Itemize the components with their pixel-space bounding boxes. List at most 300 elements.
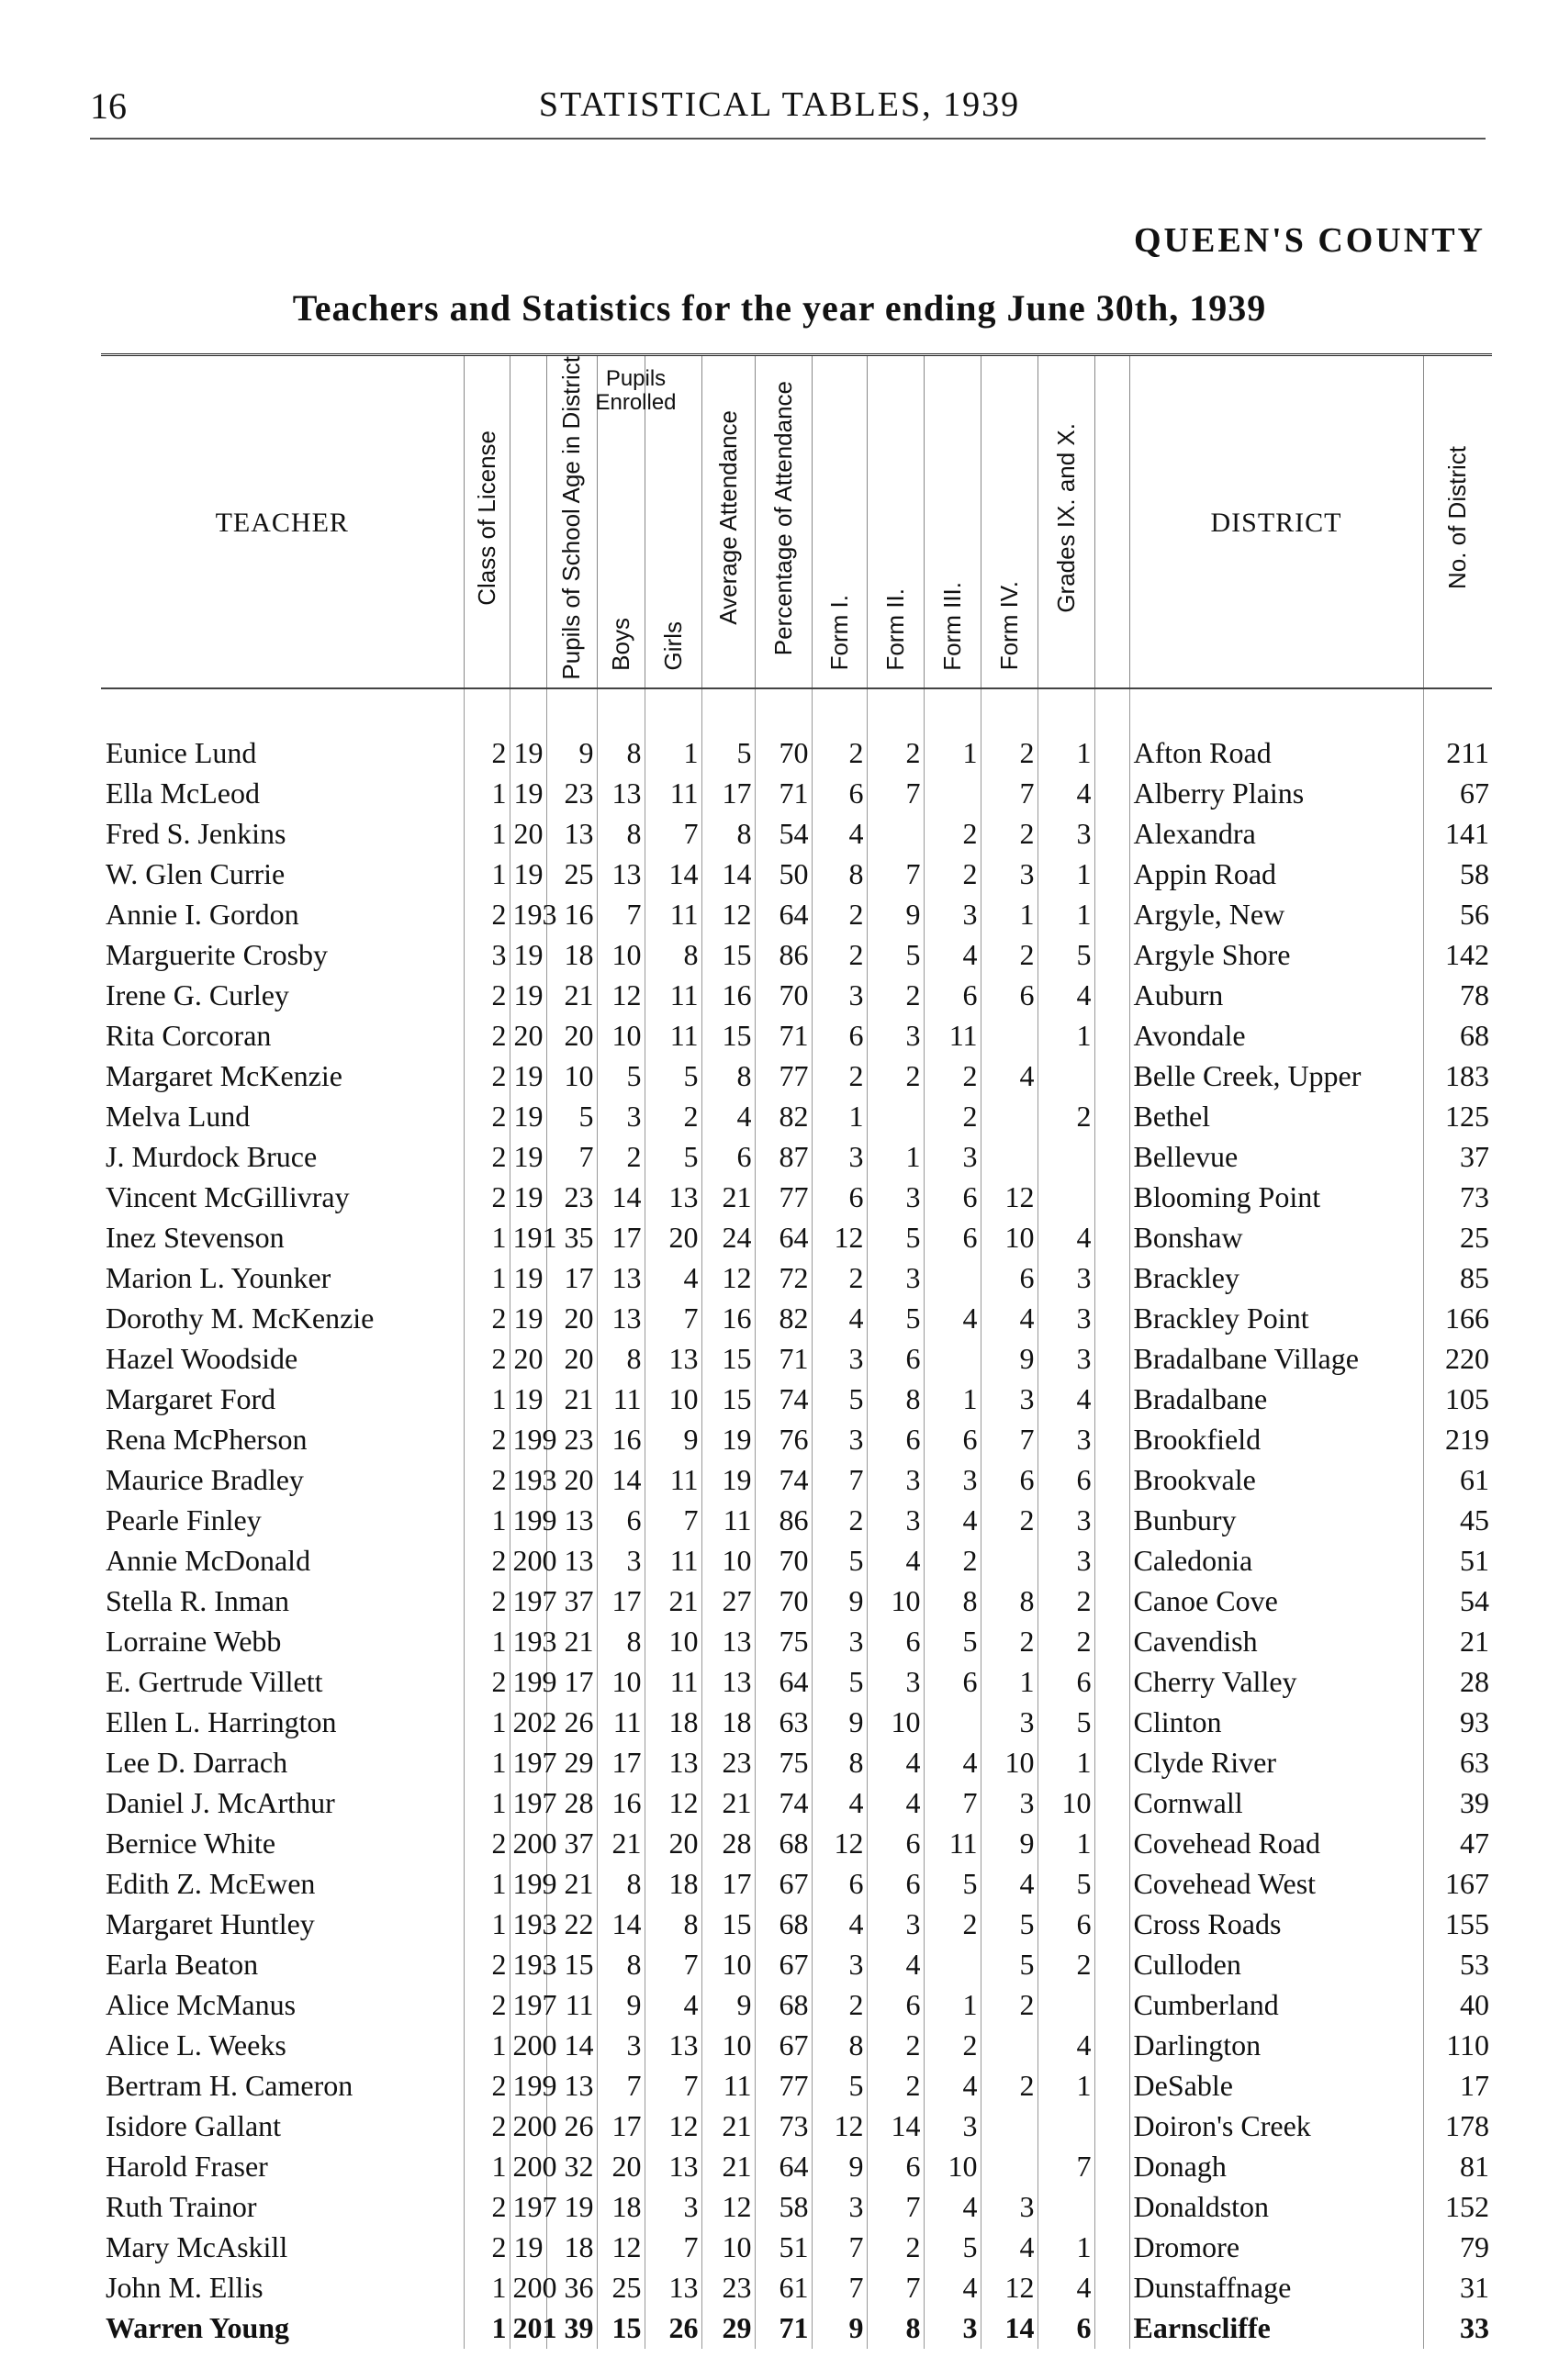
district-name: Appin Road xyxy=(1129,855,1423,895)
form3-count: 3 xyxy=(924,895,981,935)
teacher-name: Warren Young xyxy=(106,2311,290,2345)
class-of-license: 2 xyxy=(464,1339,510,1380)
form4-count: 6 xyxy=(981,1258,1037,1299)
boys-count: 18 xyxy=(597,2187,645,2228)
form2-count: 8 xyxy=(867,1380,924,1420)
form2-count: 5 xyxy=(867,1218,924,1258)
form1-count: 6 xyxy=(812,774,867,814)
class-of-license: 1 xyxy=(464,1783,510,1824)
grades-count: 3 xyxy=(1037,1299,1094,1339)
percentage-attendance: 77 xyxy=(755,1056,812,1097)
form1-count: 7 xyxy=(812,2228,867,2268)
percentage-attendance: 63 xyxy=(755,1703,812,1743)
form2-count: 7 xyxy=(867,855,924,895)
spacer-cell xyxy=(1094,1339,1129,1380)
percentage-attendance: 67 xyxy=(755,1864,812,1905)
form2-count: 6 xyxy=(867,2147,924,2187)
form1-count: 5 xyxy=(812,1541,867,1581)
table-row xyxy=(101,1299,1492,1339)
boys-count: 16 xyxy=(597,1420,645,1460)
form2-count: 7 xyxy=(867,2187,924,2228)
table-row xyxy=(101,774,1492,814)
girls-count: 11 xyxy=(645,895,701,935)
district-number: 219 xyxy=(1423,1420,1492,1460)
form4-count: 10 xyxy=(981,1743,1037,1783)
percentage-attendance: 77 xyxy=(755,2066,812,2106)
percentage-attendance: 68 xyxy=(755,1985,812,2026)
percentage-attendance: 68 xyxy=(755,1824,812,1864)
average-attendance: 16 xyxy=(701,1299,755,1339)
pupils-school-age: 5 xyxy=(546,1097,597,1137)
girls-count: 13 xyxy=(645,2026,701,2066)
percentage-attendance: 74 xyxy=(755,1783,812,1824)
district-name: Cherry Valley xyxy=(1129,1662,1423,1703)
average-attendance: 23 xyxy=(701,2268,755,2308)
col2-value: 197 xyxy=(510,1581,546,1622)
pupils-school-age: 39 xyxy=(546,2308,597,2349)
average-attendance: 24 xyxy=(701,1218,755,1258)
percentage-attendance: 58 xyxy=(755,2187,812,2228)
boys-count: 12 xyxy=(597,2228,645,2268)
pupils-school-age: 21 xyxy=(546,1864,597,1905)
spacer-cell xyxy=(1094,1056,1129,1097)
form2-count: 7 xyxy=(867,774,924,814)
form1-count: 2 xyxy=(812,1056,867,1097)
teacher-name: Marguerite Crosby xyxy=(106,938,329,972)
grades-count: 10 xyxy=(1037,1783,1094,1824)
table-row xyxy=(101,1016,1492,1056)
spacer-cell xyxy=(1094,2268,1129,2308)
girls-count: 20 xyxy=(645,1824,701,1864)
district-name: Donagh xyxy=(1129,2147,1423,2187)
district-number: 167 xyxy=(1423,1864,1492,1905)
boys-count: 11 xyxy=(597,1703,645,1743)
form1-count: 9 xyxy=(812,2147,867,2187)
class-of-license: 2 xyxy=(464,1581,510,1622)
header-teacher: TEACHER xyxy=(101,355,464,688)
pupils-school-age: 28 xyxy=(546,1783,597,1824)
boys-count: 6 xyxy=(597,1501,645,1541)
spacer-cell xyxy=(1094,774,1129,814)
form3-count: 4 xyxy=(924,1743,981,1783)
district-number: 79 xyxy=(1423,2228,1492,2268)
teacher-name: Ellen L. Harrington xyxy=(106,1705,337,1739)
average-attendance: 15 xyxy=(701,1339,755,1380)
grades-count: 3 xyxy=(1037,814,1094,855)
boys-count: 13 xyxy=(597,1258,645,1299)
average-attendance: 15 xyxy=(701,1380,755,1420)
col2-value: 197 xyxy=(510,2187,546,2228)
col2-value: 193 xyxy=(510,1460,546,1501)
district-name: Cornwall xyxy=(1129,1783,1423,1824)
form4-count xyxy=(981,2106,1037,2147)
average-attendance: 19 xyxy=(701,1420,755,1460)
form3-count: 4 xyxy=(924,2187,981,2228)
boys-count: 8 xyxy=(597,814,645,855)
table-subtitle: Teachers and Statistics for the year ending June 30th, 1939 xyxy=(292,287,1267,329)
average-attendance: 10 xyxy=(701,1541,755,1581)
teacher-name: Alice McManus xyxy=(106,1988,297,2022)
girls-count: 10 xyxy=(645,1622,701,1662)
girls-count: 4 xyxy=(645,1258,701,1299)
form3-count xyxy=(924,1339,981,1380)
average-attendance: 21 xyxy=(701,2147,755,2187)
table-row xyxy=(101,733,1492,774)
header-girls: Pupils Enrolled Girls xyxy=(645,355,701,688)
girls-count: 13 xyxy=(645,1339,701,1380)
form2-count: 3 xyxy=(867,1258,924,1299)
pupils-school-age: 19 xyxy=(546,2187,597,2228)
average-attendance: 8 xyxy=(701,1056,755,1097)
form1-count: 3 xyxy=(812,1622,867,1662)
boys-count: 21 xyxy=(597,1824,645,1864)
table-row xyxy=(101,895,1492,935)
district-number: 17 xyxy=(1423,2066,1492,2106)
girls-count: 21 xyxy=(645,1581,701,1622)
class-of-license: 1 xyxy=(464,1218,510,1258)
grades-count: 4 xyxy=(1037,1218,1094,1258)
teacher-name: John M. Ellis xyxy=(106,2271,264,2305)
col2-value: 197 xyxy=(510,1783,546,1824)
district-name: Cross Roads xyxy=(1129,1905,1423,1945)
teacher-name: Lee D. Darrach xyxy=(106,1746,288,1780)
form1-count: 2 xyxy=(812,1258,867,1299)
form2-count: 2 xyxy=(867,2066,924,2106)
district-name: Bonshaw xyxy=(1129,1218,1423,1258)
spacer-cell xyxy=(1094,1864,1129,1905)
form1-count: 7 xyxy=(812,1460,867,1501)
form1-count: 5 xyxy=(812,1662,867,1703)
form1-count: 4 xyxy=(812,814,867,855)
pupils-school-age: 21 xyxy=(546,976,597,1016)
pupils-school-age: 15 xyxy=(546,1945,597,1985)
teacher-name: Margaret Huntley xyxy=(106,1907,315,1941)
form2-count: 7 xyxy=(867,2268,924,2308)
col2-value: 200 xyxy=(510,2268,546,2308)
pupils-school-age: 20 xyxy=(546,1339,597,1380)
form2-count: 9 xyxy=(867,895,924,935)
percentage-attendance: 70 xyxy=(755,1581,812,1622)
spacer-cell xyxy=(1094,1743,1129,1783)
teacher-name: Pearle Finley xyxy=(106,1503,262,1537)
form1-count: 7 xyxy=(812,2268,867,2308)
district-number: 155 xyxy=(1423,1905,1492,1945)
grades-count: 2 xyxy=(1037,1945,1094,1985)
pupils-school-age: 20 xyxy=(546,1460,597,1501)
form4-count: 6 xyxy=(981,1460,1037,1501)
boys-count: 13 xyxy=(597,855,645,895)
table-row xyxy=(101,1581,1492,1622)
district-number: 45 xyxy=(1423,1501,1492,1541)
grades-count xyxy=(1037,1137,1094,1178)
spacer-cell xyxy=(1094,895,1129,935)
girls-count: 26 xyxy=(645,2308,701,2349)
col2-value: 20 xyxy=(510,814,546,855)
spacer-cell xyxy=(1094,2026,1129,2066)
form3-count: 1 xyxy=(924,733,981,774)
district-name: Avondale xyxy=(1129,1016,1423,1056)
girls-count: 14 xyxy=(645,855,701,895)
form4-count: 2 xyxy=(981,733,1037,774)
teacher-name: Isidore Gallant xyxy=(106,2109,282,2143)
average-attendance: 11 xyxy=(701,2066,755,2106)
table-row xyxy=(101,1945,1492,1985)
col2-value: 193 xyxy=(510,1622,546,1662)
form3-count: 6 xyxy=(924,976,981,1016)
teacher-name: Mary McAskill xyxy=(106,2230,288,2264)
grades-count: 6 xyxy=(1037,1662,1094,1703)
form3-count: 3 xyxy=(924,1137,981,1178)
average-attendance: 15 xyxy=(701,1905,755,1945)
class-of-license: 2 xyxy=(464,2106,510,2147)
form2-count: 5 xyxy=(867,1299,924,1339)
col2-value: 19 xyxy=(510,1380,546,1420)
teacher-name: W. Glen Currie xyxy=(106,857,286,891)
form3-count: 6 xyxy=(924,1420,981,1460)
teacher-name: Fred S. Jenkins xyxy=(106,817,286,851)
grades-count xyxy=(1037,1056,1094,1097)
district-number: 166 xyxy=(1423,1299,1492,1339)
header-form1: Form I. xyxy=(812,355,867,688)
col2-value: 202 xyxy=(510,1703,546,1743)
pupils-school-age: 14 xyxy=(546,2026,597,2066)
form4-count xyxy=(981,1097,1037,1137)
percentage-attendance: 72 xyxy=(755,1258,812,1299)
form1-count: 3 xyxy=(812,1420,867,1460)
col2-value: 19 xyxy=(510,1178,546,1218)
spacer-cell xyxy=(1094,935,1129,976)
spacer-cell xyxy=(1094,1905,1129,1945)
teacher-name: Annie McDonald xyxy=(106,1544,311,1578)
girls-count: 7 xyxy=(645,1945,701,1985)
form4-count: 4 xyxy=(981,1299,1037,1339)
col2-value: 19 xyxy=(510,1056,546,1097)
header-no-district: No. of District xyxy=(1423,355,1492,688)
teacher-name: Maurice Bradley xyxy=(106,1463,304,1497)
header-pupils-enrolled: Pupils Enrolled xyxy=(595,366,677,415)
class-of-license: 2 xyxy=(464,1056,510,1097)
col2-value: 193 xyxy=(510,895,546,935)
pupils-school-age: 23 xyxy=(546,1178,597,1218)
girls-count: 13 xyxy=(645,2268,701,2308)
teacher-name: Daniel J. McArthur xyxy=(106,1786,335,1820)
grades-count: 4 xyxy=(1037,976,1094,1016)
average-attendance: 21 xyxy=(701,1783,755,1824)
form3-count: 2 xyxy=(924,1056,981,1097)
col2-value: 19 xyxy=(510,2228,546,2268)
average-attendance: 10 xyxy=(701,2026,755,2066)
pupils-school-age: 20 xyxy=(546,1016,597,1056)
district-number: 78 xyxy=(1423,976,1492,1016)
header-class-of-license: Class of License xyxy=(464,355,510,688)
col2-value: 19 xyxy=(510,774,546,814)
form4-count: 2 xyxy=(981,935,1037,976)
girls-count: 20 xyxy=(645,1218,701,1258)
class-of-license: 2 xyxy=(464,1178,510,1218)
table-row xyxy=(101,2228,1492,2268)
teacher-name: Inez Stevenson xyxy=(106,1221,285,1255)
class-of-license: 2 xyxy=(464,976,510,1016)
table-body xyxy=(101,688,1492,2349)
class-of-license: 1 xyxy=(464,774,510,814)
statistics-table-wrapper xyxy=(101,353,1492,2349)
boys-count: 8 xyxy=(597,1339,645,1380)
form2-count: 6 xyxy=(867,1622,924,1662)
average-attendance: 4 xyxy=(701,1097,755,1137)
percentage-attendance: 71 xyxy=(755,1339,812,1380)
average-attendance: 5 xyxy=(701,733,755,774)
form1-count: 3 xyxy=(812,1137,867,1178)
header-form4: Form IV. xyxy=(981,355,1037,688)
pupils-school-age: 17 xyxy=(546,1258,597,1299)
form3-count: 5 xyxy=(924,1622,981,1662)
pupils-school-age: 37 xyxy=(546,1581,597,1622)
teacher-name: Dorothy M. McKenzie xyxy=(106,1302,375,1335)
form3-count: 2 xyxy=(924,2026,981,2066)
class-of-license: 1 xyxy=(464,1622,510,1662)
form4-count: 10 xyxy=(981,1218,1037,1258)
boys-count: 8 xyxy=(597,1622,645,1662)
class-of-license: 1 xyxy=(464,855,510,895)
district-name: Alberry Plains xyxy=(1129,774,1423,814)
district-name: Cavendish xyxy=(1129,1622,1423,1662)
table-row xyxy=(101,1339,1492,1380)
boys-count: 5 xyxy=(597,1056,645,1097)
teacher-name: Alice L. Weeks xyxy=(106,2028,286,2062)
percentage-attendance: 67 xyxy=(755,1945,812,1985)
boys-count: 12 xyxy=(597,976,645,1016)
table-row xyxy=(101,1985,1492,2026)
form3-count: 4 xyxy=(924,1299,981,1339)
form3-count: 2 xyxy=(924,1097,981,1137)
form1-count: 2 xyxy=(812,895,867,935)
pupils-school-age: 7 xyxy=(546,1137,597,1178)
grades-count: 3 xyxy=(1037,1339,1094,1380)
average-attendance: 13 xyxy=(701,1622,755,1662)
table-row xyxy=(101,1218,1492,1258)
percentage-attendance: 75 xyxy=(755,1622,812,1662)
average-attendance: 14 xyxy=(701,855,755,895)
average-attendance: 17 xyxy=(701,1864,755,1905)
spacer-cell xyxy=(1094,1985,1129,2026)
pupils-school-age: 13 xyxy=(546,1501,597,1541)
district-name: Cumberland xyxy=(1129,1985,1423,2026)
girls-count: 5 xyxy=(645,1056,701,1097)
grades-count: 1 xyxy=(1037,1743,1094,1783)
form2-count: 3 xyxy=(867,1501,924,1541)
teacher-name: Melva Lund xyxy=(106,1100,251,1134)
form4-count: 2 xyxy=(981,1501,1037,1541)
boys-count: 11 xyxy=(597,1380,645,1420)
girls-count: 13 xyxy=(645,1178,701,1218)
header-boys: Boys xyxy=(597,355,645,688)
boys-count: 3 xyxy=(597,1097,645,1137)
class-of-license: 2 xyxy=(464,733,510,774)
class-of-license: 2 xyxy=(464,1097,510,1137)
teacher-name: Margaret McKenzie xyxy=(106,1059,342,1093)
spacer-cell xyxy=(1094,1662,1129,1703)
form2-count: 6 xyxy=(867,1420,924,1460)
class-of-license: 2 xyxy=(464,2187,510,2228)
percentage-attendance: 71 xyxy=(755,774,812,814)
district-number: 56 xyxy=(1423,895,1492,935)
girls-count: 13 xyxy=(645,2147,701,2187)
girls-count: 10 xyxy=(645,1380,701,1420)
class-of-license: 1 xyxy=(464,1905,510,1945)
girls-count: 13 xyxy=(645,1743,701,1783)
county-heading: QUEEN'S COUNTY xyxy=(1134,221,1486,260)
table-row xyxy=(101,814,1492,855)
district-name: Bradalbane Village xyxy=(1129,1339,1423,1380)
grades-count: 1 xyxy=(1037,895,1094,935)
average-attendance: 8 xyxy=(701,814,755,855)
form3-count: 3 xyxy=(924,2106,981,2147)
teacher-name: Annie I. Gordon xyxy=(106,898,299,932)
table-row xyxy=(101,1097,1492,1137)
pupils-school-age: 25 xyxy=(546,855,597,895)
class-of-license: 1 xyxy=(464,2268,510,2308)
form3-count: 6 xyxy=(924,1662,981,1703)
form1-count: 2 xyxy=(812,1985,867,2026)
spacer-cell xyxy=(1094,1258,1129,1299)
girls-count: 7 xyxy=(645,2228,701,2268)
district-number: 220 xyxy=(1423,1339,1492,1380)
col2-value: 200 xyxy=(510,2026,546,2066)
spacer-cell xyxy=(1094,1380,1129,1420)
form4-count: 3 xyxy=(981,855,1037,895)
district-number: 211 xyxy=(1423,733,1492,774)
boys-count: 14 xyxy=(597,1178,645,1218)
average-attendance: 10 xyxy=(701,1945,755,1985)
grades-count: 5 xyxy=(1037,1864,1094,1905)
table-row xyxy=(101,1380,1492,1420)
district-name: Canoe Cove xyxy=(1129,1581,1423,1622)
form4-count: 2 xyxy=(981,2066,1037,2106)
girls-count: 7 xyxy=(645,1501,701,1541)
grades-count: 6 xyxy=(1037,1905,1094,1945)
boys-count: 17 xyxy=(597,2106,645,2147)
grades-count: 1 xyxy=(1037,2228,1094,2268)
form4-count: 14 xyxy=(981,2308,1037,2349)
district-name: Donaldston xyxy=(1129,2187,1423,2228)
page-number: 16 xyxy=(90,85,127,127)
class-of-license: 1 xyxy=(464,2147,510,2187)
form3-count: 4 xyxy=(924,2066,981,2106)
pupils-school-age: 36 xyxy=(546,2268,597,2308)
average-attendance: 16 xyxy=(701,976,755,1016)
class-of-license: 1 xyxy=(464,1703,510,1743)
running-head: STATISTICAL TABLES, 1939 xyxy=(538,85,1021,124)
pupils-school-age: 22 xyxy=(546,1905,597,1945)
col2-value: 199 xyxy=(510,1501,546,1541)
form4-count: 12 xyxy=(981,2268,1037,2308)
district-number: 21 xyxy=(1423,1622,1492,1662)
statistics-table xyxy=(101,353,1492,2349)
form2-count: 2 xyxy=(867,2228,924,2268)
percentage-attendance: 50 xyxy=(755,855,812,895)
teacher-name: Lorraine Webb xyxy=(106,1625,282,1659)
grades-count: 5 xyxy=(1037,1703,1094,1743)
district-name: Argyle, New xyxy=(1129,895,1423,935)
col2-value: 19 xyxy=(510,1258,546,1299)
table-row xyxy=(101,976,1492,1016)
district-name: Blooming Point xyxy=(1129,1178,1423,1218)
teacher-name: Ruth Trainor xyxy=(106,2190,257,2224)
boys-count: 15 xyxy=(597,2308,645,2349)
class-of-license: 1 xyxy=(464,1258,510,1299)
district-number: 68 xyxy=(1423,1016,1492,1056)
pupils-school-age: 13 xyxy=(546,814,597,855)
